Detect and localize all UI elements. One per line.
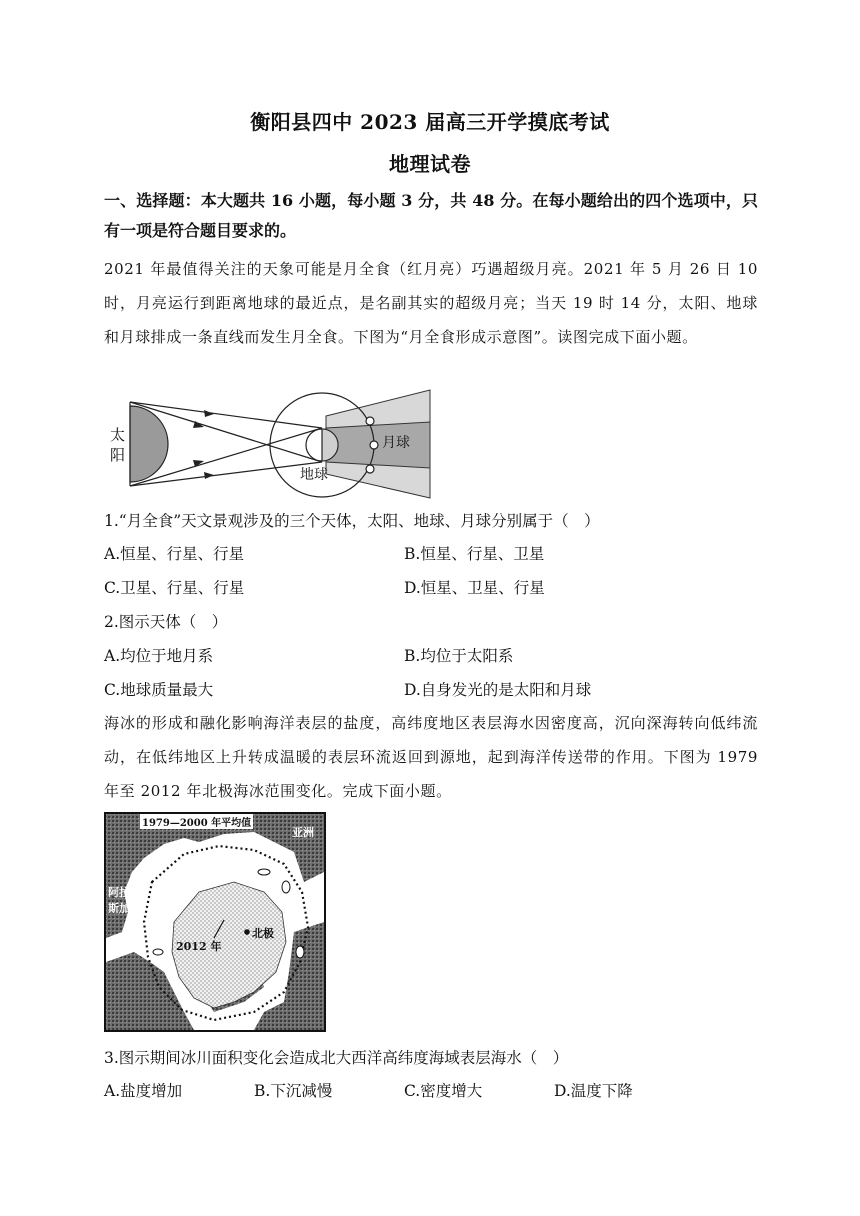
sun-label-1: 太 xyxy=(110,426,126,444)
moon-label: 月球 xyxy=(382,435,410,451)
avg-boundary-label: 1979—2000 年平均值 xyxy=(140,814,253,829)
earth-label: 地球 xyxy=(300,467,328,483)
question-2-option-b: B.均位于太阳系 xyxy=(404,647,514,665)
exam-title: 衡阳县四中 2023 届高三开学摸底考试 xyxy=(250,110,610,134)
section-heading: 一、选择题：本大题共 16 小题，每小题 3 分，共 48 分。在每小题给出的四个选项中，只有一项是符合题目要求的。 xyxy=(104,191,758,240)
question-1-option-b: B.恒星、行星、卫星 xyxy=(404,545,545,563)
exam-subtitle: 地理试卷 xyxy=(389,152,471,176)
alaska-label-2: 斯加 xyxy=(108,902,130,915)
arctic-sea-ice-map xyxy=(104,812,326,1032)
alaska-label-1: 阿拉 xyxy=(108,886,130,899)
question-3-stem: 3.图示期间冰川面积变化会造成北大西洋高纬度海域表层海水（ ） xyxy=(104,1049,569,1067)
question-3-option-d: D.温度下降 xyxy=(554,1082,633,1100)
question-3-option-a: A.盐度增加 xyxy=(104,1082,183,1100)
north-pole-label: 北极 xyxy=(252,927,274,940)
asia-label: 亚洲 xyxy=(292,826,314,839)
sun-label-2: 阳 xyxy=(110,446,126,464)
year-2012-label: 2012 年 xyxy=(176,940,222,953)
question-1-option-c: C.卫星、行星、行星 xyxy=(104,579,245,597)
passage-1: 2021 年最值得关注的天象可能是月全食（红月亮）巧遇超级月亮。2021 年 5 月 26 日 10 时，月亮运行到距离地球的最近点，是名副其实的超级月亮；当天 19 时 14 分，太阳、地球和月球排成一条直线而发生月全食。下图为“月全食形成示意图”。读图完成下面小题。 xyxy=(104,260,758,346)
passage-2: 海冰的形成和融化影响海洋表层的盐度，高纬度地区表层海水因密度高，沉向深海转向低纬流动，在低纬地区上升转成温暖的表层环流返回到源地，起到海洋传送带的作用。下图为 1979 年至 2012 年北极海冰范围变化。完成下面小题。 xyxy=(104,714,758,800)
question-1-option-a: A.恒星、行星、行星 xyxy=(104,545,245,563)
question-3-option-c: C.密度增大 xyxy=(404,1082,483,1100)
question-1-option-d: D.恒星、卫星、行星 xyxy=(404,579,545,597)
question-3-option-b: B.下沉减慢 xyxy=(254,1082,333,1100)
question-2-stem: 2.图示天体（ ） xyxy=(104,613,228,631)
question-2-option-c: C.地球质量最大 xyxy=(104,681,214,699)
lunar-eclipse-figure xyxy=(104,388,434,500)
question-2-option-d: D.自身发光的是太阳和月球 xyxy=(404,681,592,699)
question-2-option-a: A.均位于地月系 xyxy=(104,647,214,665)
question-1-stem: 1.“月全食”天文景观涉及的三个天体，太阳、地球、月球分别属于（ ） xyxy=(104,512,600,530)
